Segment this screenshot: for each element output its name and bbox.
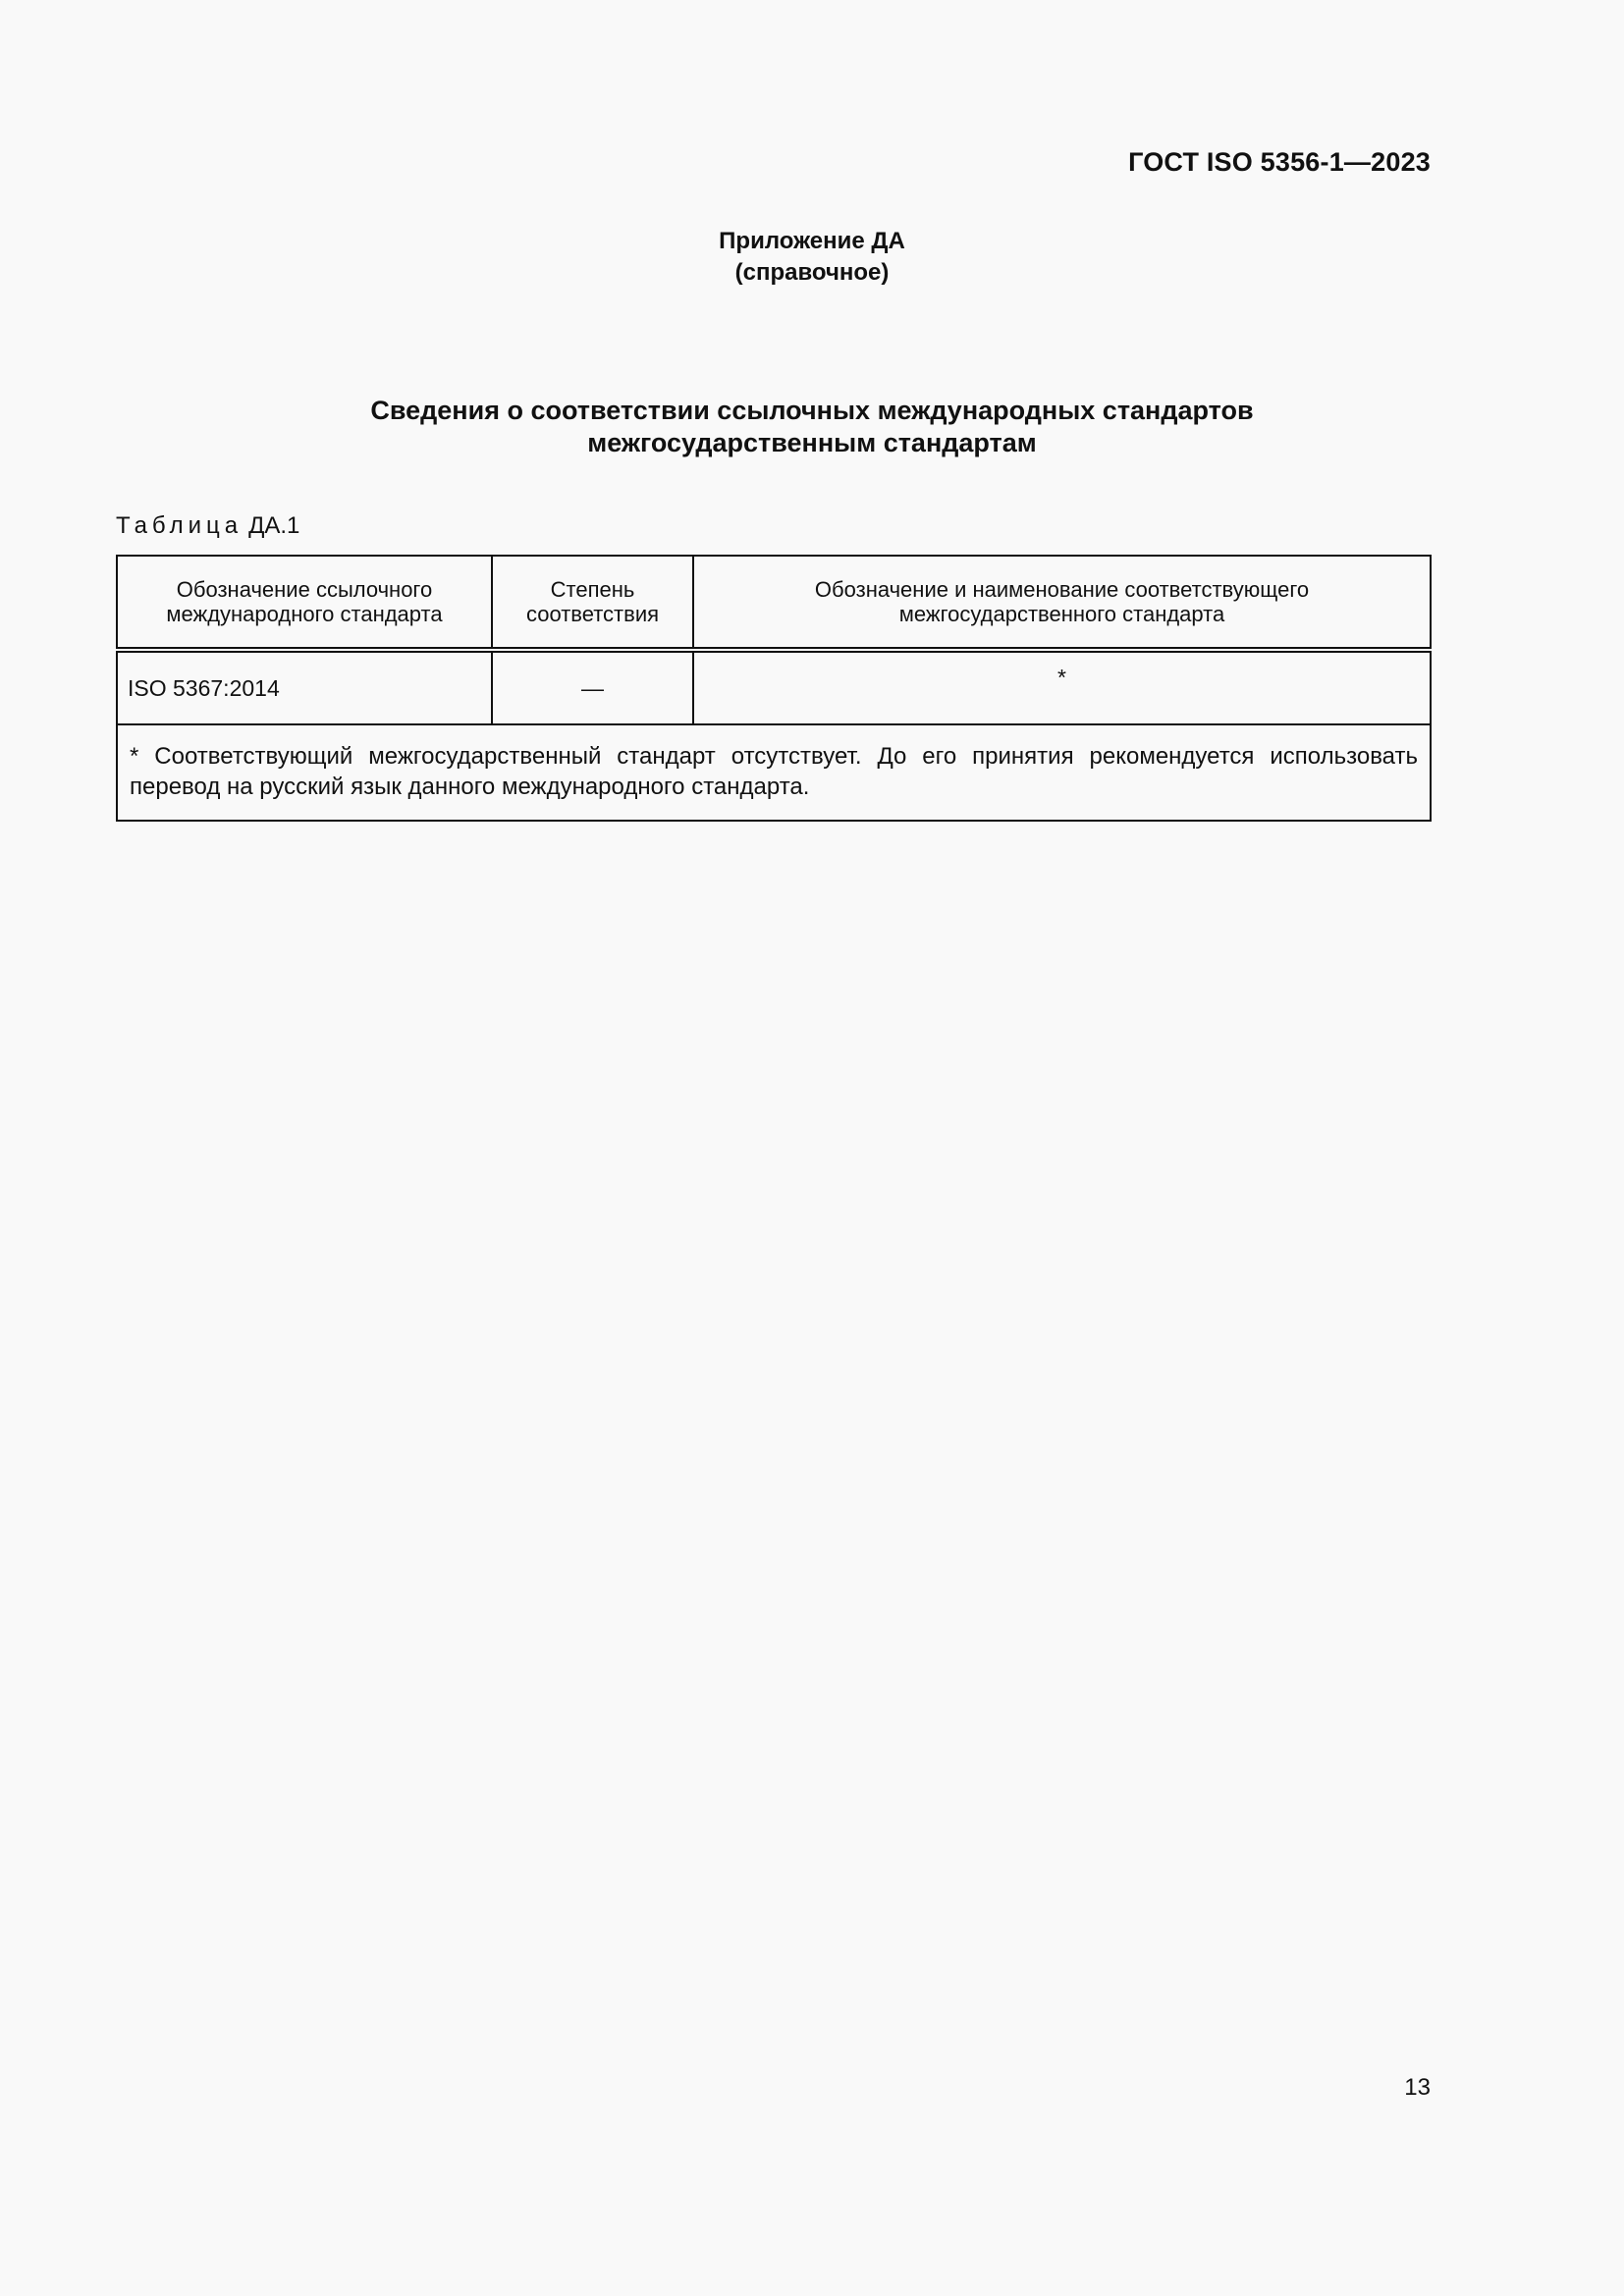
cell-reference-standard: ISO 5367:2014 xyxy=(117,650,492,724)
correspondence-table xyxy=(116,555,1432,822)
table-row xyxy=(117,650,1431,724)
section-title-line-1: Сведения о соответствии ссылочных международных стандартов xyxy=(370,396,1254,425)
table-footnote: * Соответствующий межгосударственный стандарт отсутствует. До его принятия рекомендуется использовать перевод на русский язык данного международного стандарта. xyxy=(117,724,1431,821)
table-label-word: Таблица xyxy=(116,512,244,539)
appendix-subtitle: (справочное) xyxy=(734,259,890,286)
column-header-reference-standard: Обозначение ссылочного международного стандарта xyxy=(117,556,492,650)
page-number: 13 xyxy=(1404,2074,1431,2101)
column-header-degree: Степень соответствия xyxy=(492,556,693,650)
table-label xyxy=(116,512,299,540)
cell-degree: — xyxy=(492,650,693,724)
table-header-row xyxy=(117,556,1431,650)
document-number: ГОСТ ISO 5356-1—2023 xyxy=(1128,147,1431,177)
appendix-title: Приложение ДА xyxy=(719,228,905,254)
appendix-heading xyxy=(0,226,1624,289)
table-label-number: ДА.1 xyxy=(248,512,300,539)
section-title xyxy=(0,395,1624,459)
table-footnote-row xyxy=(117,724,1431,821)
cell-national-standard: * xyxy=(693,650,1431,724)
column-header-national-standard: Обозначение и наименование соответствующего межгосударственного стандарта xyxy=(693,556,1431,650)
section-title-line-2: межгосударственным стандартам xyxy=(587,428,1037,457)
